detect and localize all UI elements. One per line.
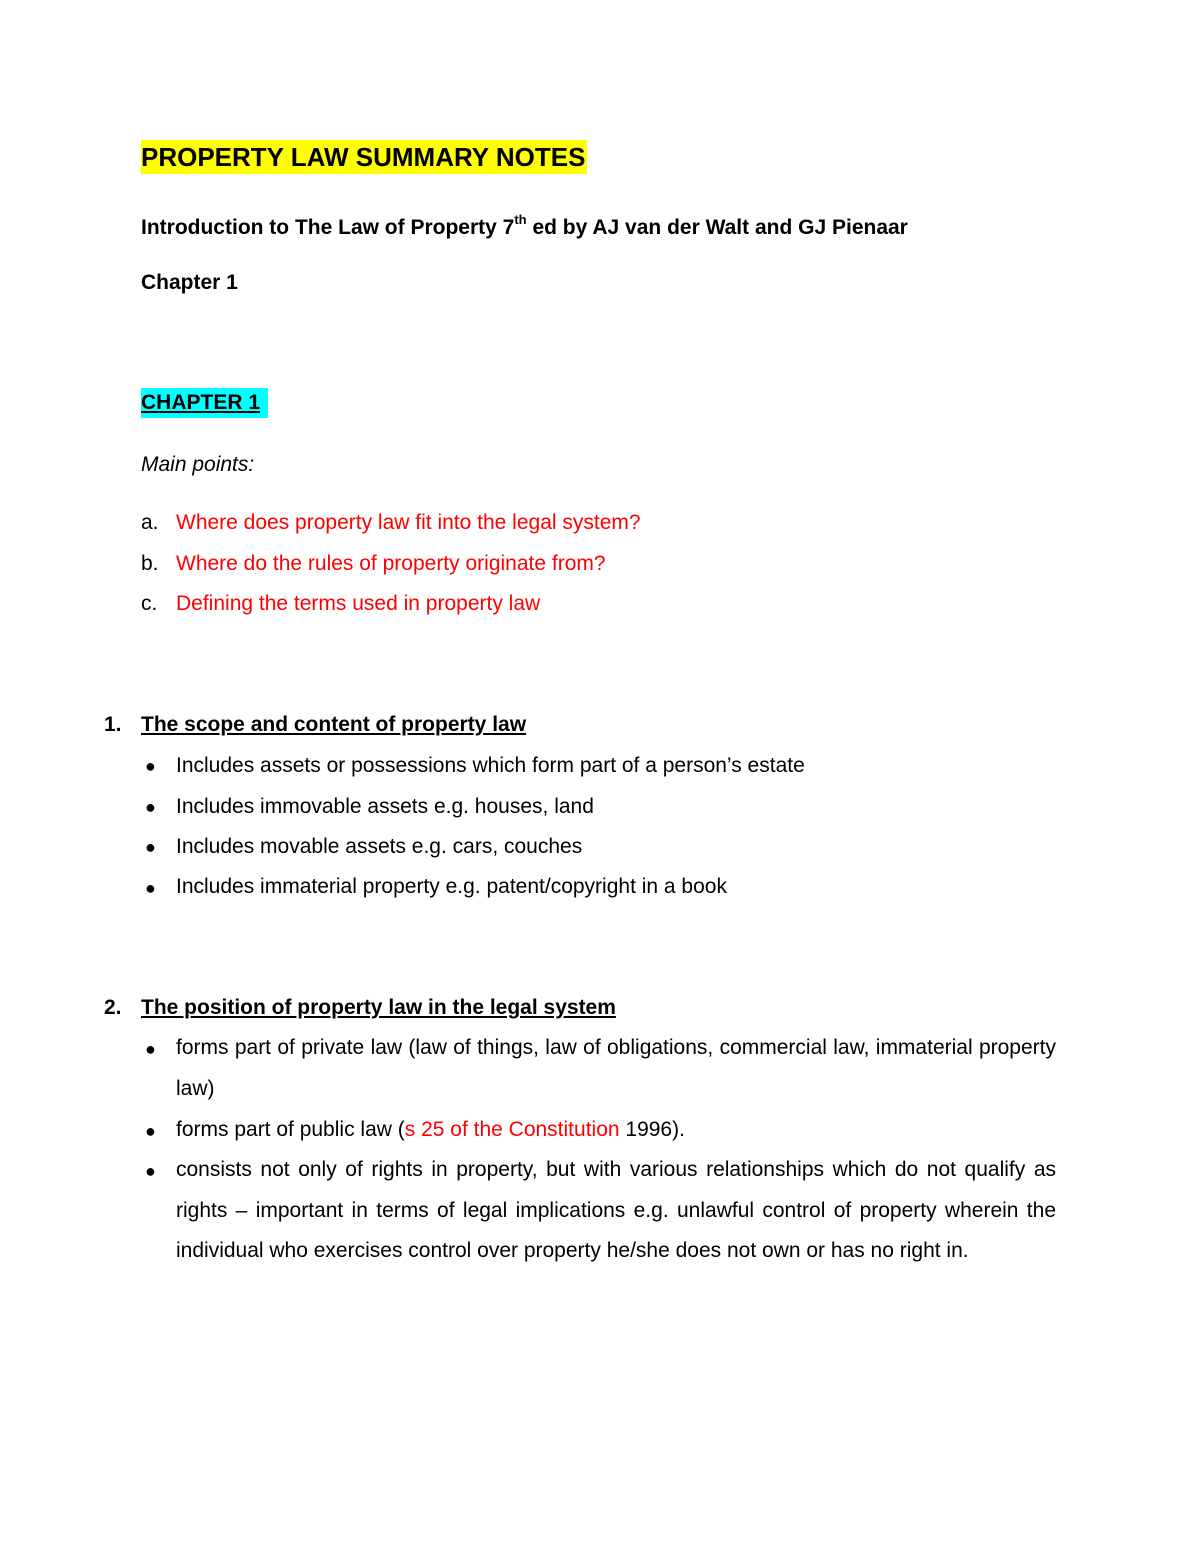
bullet-dot-icon: ● (145, 1121, 156, 1141)
bullet-dot-icon: ● (145, 1039, 156, 1059)
section-title: The position of property law in the legal system (141, 996, 616, 1019)
section-number: 2. (104, 996, 122, 1019)
chapter-label: Chapter 1 (141, 271, 238, 294)
bullet-item: forms part of private law (law of things, law of obligations, commercial law, immaterial property law) (176, 1036, 1056, 1100)
constitution-reference: s 25 of the Constitution (404, 1118, 620, 1141)
bullet-dot-icon: ● (145, 797, 156, 817)
main-points-label: Main points: (141, 453, 255, 476)
bullet-text-start: forms part of public law ( (176, 1118, 405, 1141)
book-reference-start: Introduction to The Law of Property 7 (141, 216, 515, 239)
bullet-item: Includes assets or possessions which form part of a person’s estate (176, 754, 805, 777)
list-marker: a. (141, 511, 159, 534)
bullet-item (176, 1115, 685, 1145)
list-marker: c. (141, 592, 158, 615)
bullet-text-end: 1996). (619, 1118, 685, 1141)
section-number: 1. (104, 713, 122, 736)
bullet-item: Includes movable assets e.g. cars, couches (176, 835, 583, 858)
bullet-item: consists not only of rights in property, but with various relationships which do not qualify as rights – important in terms of legal implications e.g. unlawful control of property wherein the individual who exercises control over property he/she does not own or has no right in. (176, 1158, 1056, 1263)
bullet-dot-icon: ● (145, 837, 156, 857)
book-reference-end: ed by AJ van der Walt and GJ Pienaar (526, 216, 908, 239)
main-point-item (141, 589, 540, 619)
section-heading-position (104, 993, 616, 1023)
main-point-item (141, 549, 606, 579)
main-point-item (141, 508, 641, 538)
bullet-dot-icon: ● (145, 878, 156, 898)
section-title: The scope and content of property law (141, 713, 527, 736)
bullet-dot-icon: ● (145, 1161, 156, 1181)
list-marker: b. (141, 552, 159, 575)
main-point-text: Where does property law fit into the legal system? (176, 511, 641, 534)
document-title: PROPERTY LAW SUMMARY NOTES (141, 142, 586, 172)
bullet-dot-icon: ● (145, 756, 156, 776)
book-reference (141, 207, 908, 243)
chapter-heading: CHAPTER 1 (141, 388, 268, 418)
section-heading-scope (104, 710, 526, 740)
edition-superscript: th (514, 212, 527, 227)
bullet-item: Includes immovable assets e.g. houses, land (176, 795, 594, 818)
main-point-text: Where do the rules of property originate from? (176, 552, 606, 575)
main-point-text: Defining the terms used in property law (176, 592, 541, 615)
bullet-item: Includes immaterial property e.g. patent/copyright in a book (176, 875, 727, 898)
